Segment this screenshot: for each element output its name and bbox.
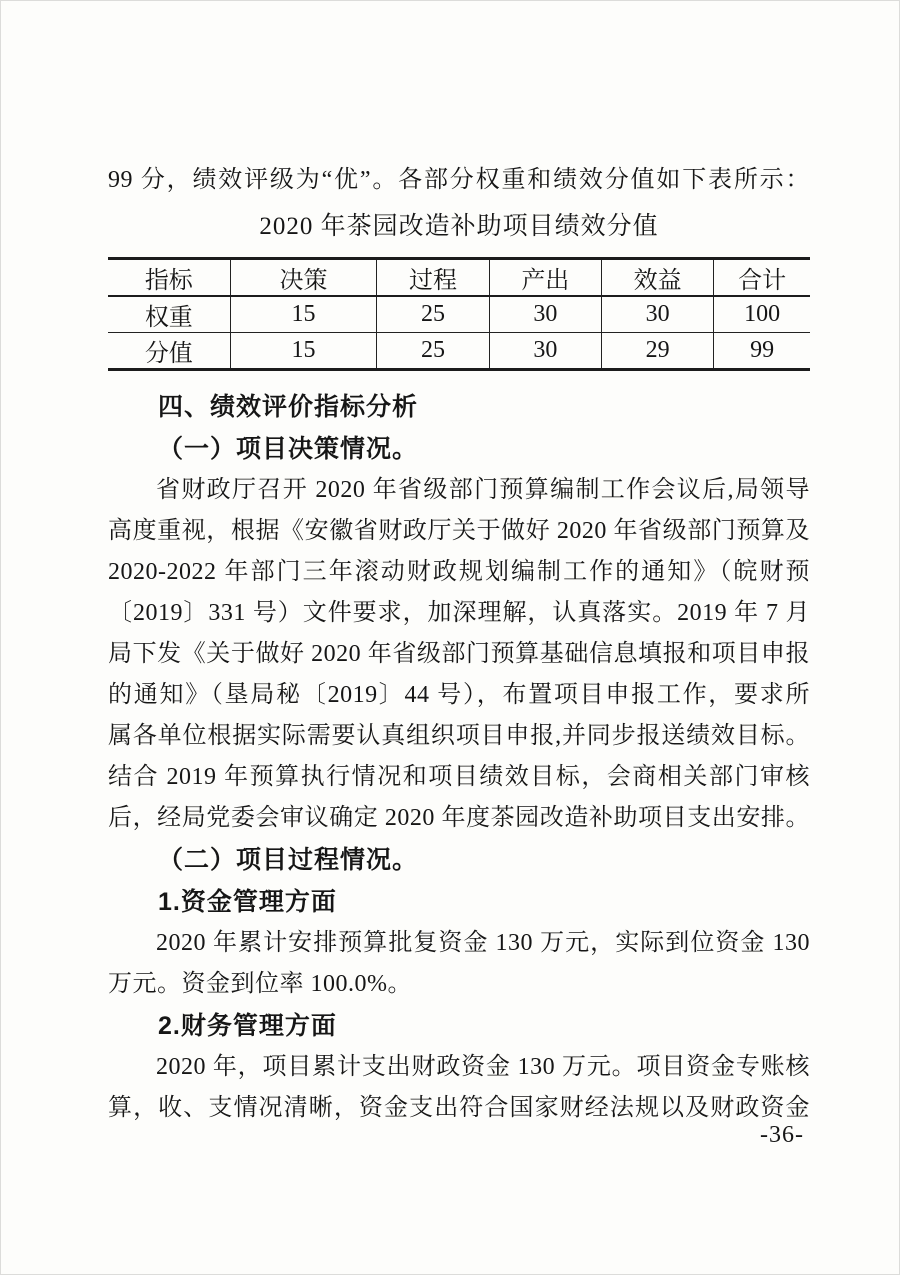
paragraph-line: 算，收、支情况清晰，资金支出符合国家财经法规以及财政资金 <box>108 1095 810 1121</box>
table-row-score <box>108 333 810 370</box>
table-cell: 30 <box>601 296 713 333</box>
paragraph-line: 省财政厅召开 2020 年省级部门预算编制工作会议后,局领导 <box>156 477 810 503</box>
intro-line: 99 分，绩效评级为“优”。各部分权重和绩效分值如下表所示： <box>108 167 810 193</box>
score-table <box>108 257 810 371</box>
section-heading-analysis: 四、绩效评价指标分析 <box>158 393 419 421</box>
table-header-cell: 产出 <box>489 259 601 297</box>
table-header-cell: 合计 <box>714 259 810 297</box>
table-header-cell: 决策 <box>230 259 377 297</box>
paragraph-line: 后，经局党委会审议确定 2020 年度茶园改造补助项目支出安排。 <box>108 805 810 831</box>
funds-paragraph <box>108 923 810 1005</box>
table-row-weight <box>108 296 810 333</box>
table-cell: 15 <box>230 333 377 370</box>
table-cell: 99 <box>714 333 810 370</box>
paragraph-line: 的通知》（垦局秘〔2019〕44 号），布置项目申报工作，要求所 <box>108 682 810 708</box>
table-title: 2020 年茶园改造补助项目绩效分值 <box>259 213 659 240</box>
subsection-heading-process: （二）项目过程情况。 <box>158 846 419 874</box>
paragraph-line: 〔2019〕331 号）文件要求，加深理解，认真落实。2019 年 7 月 <box>108 600 810 626</box>
paragraph-line: 高度重视，根据《安徽省财政厅关于做好 2020 年省级部门预算及 <box>108 518 810 544</box>
paragraph-line: 2020 年累计安排预算批复资金 130 万元，实际到位资金 130 <box>156 930 810 956</box>
subsection-heading-finance: 2.财务管理方面 <box>158 1012 337 1040</box>
paragraph-line: 属各单位根据实际需要认真组织项目申报,并同步报送绩效目标。 <box>108 723 810 749</box>
table-cell: 25 <box>377 333 489 370</box>
paragraph-line: 2020-2022 年部门三年滚动财政规划编制工作的通知》（皖财预 <box>108 559 810 585</box>
table-header-row <box>108 259 810 297</box>
subsection-heading-funds: 1.资金管理方面 <box>158 888 337 916</box>
table-cell: 分值 <box>108 333 230 370</box>
table-header-cell: 效益 <box>601 259 713 297</box>
paragraph-line: 局下发《关于做好 2020 年省级部门预算基础信息填报和项目申报 <box>108 641 810 667</box>
table-header-cell: 指标 <box>144 268 193 294</box>
table-cell: 权重 <box>108 296 230 333</box>
paragraph-line: 结合 2019 年预算执行情况和项目绩效目标，会商相关部门审核 <box>108 764 810 790</box>
table-cell: 30 <box>489 296 601 333</box>
table-cell: 29 <box>601 333 713 370</box>
table-cell: 30 <box>489 333 601 370</box>
decision-paragraph <box>108 470 810 839</box>
table-cell: 100 <box>714 296 810 333</box>
page-number: -36- <box>760 1122 804 1148</box>
subsection-heading-decision: （一）项目决策情况。 <box>158 435 419 463</box>
table-header-cell: 过程 <box>377 259 489 297</box>
paragraph-line: 万元。资金到位率 100.0%。 <box>108 971 412 997</box>
finance-paragraph <box>108 1047 810 1129</box>
table-cell: 15 <box>230 296 377 333</box>
table-cell: 25 <box>377 296 489 333</box>
paragraph-line: 2020 年，项目累计支出财政资金 130 万元。项目资金专账核 <box>156 1054 810 1080</box>
